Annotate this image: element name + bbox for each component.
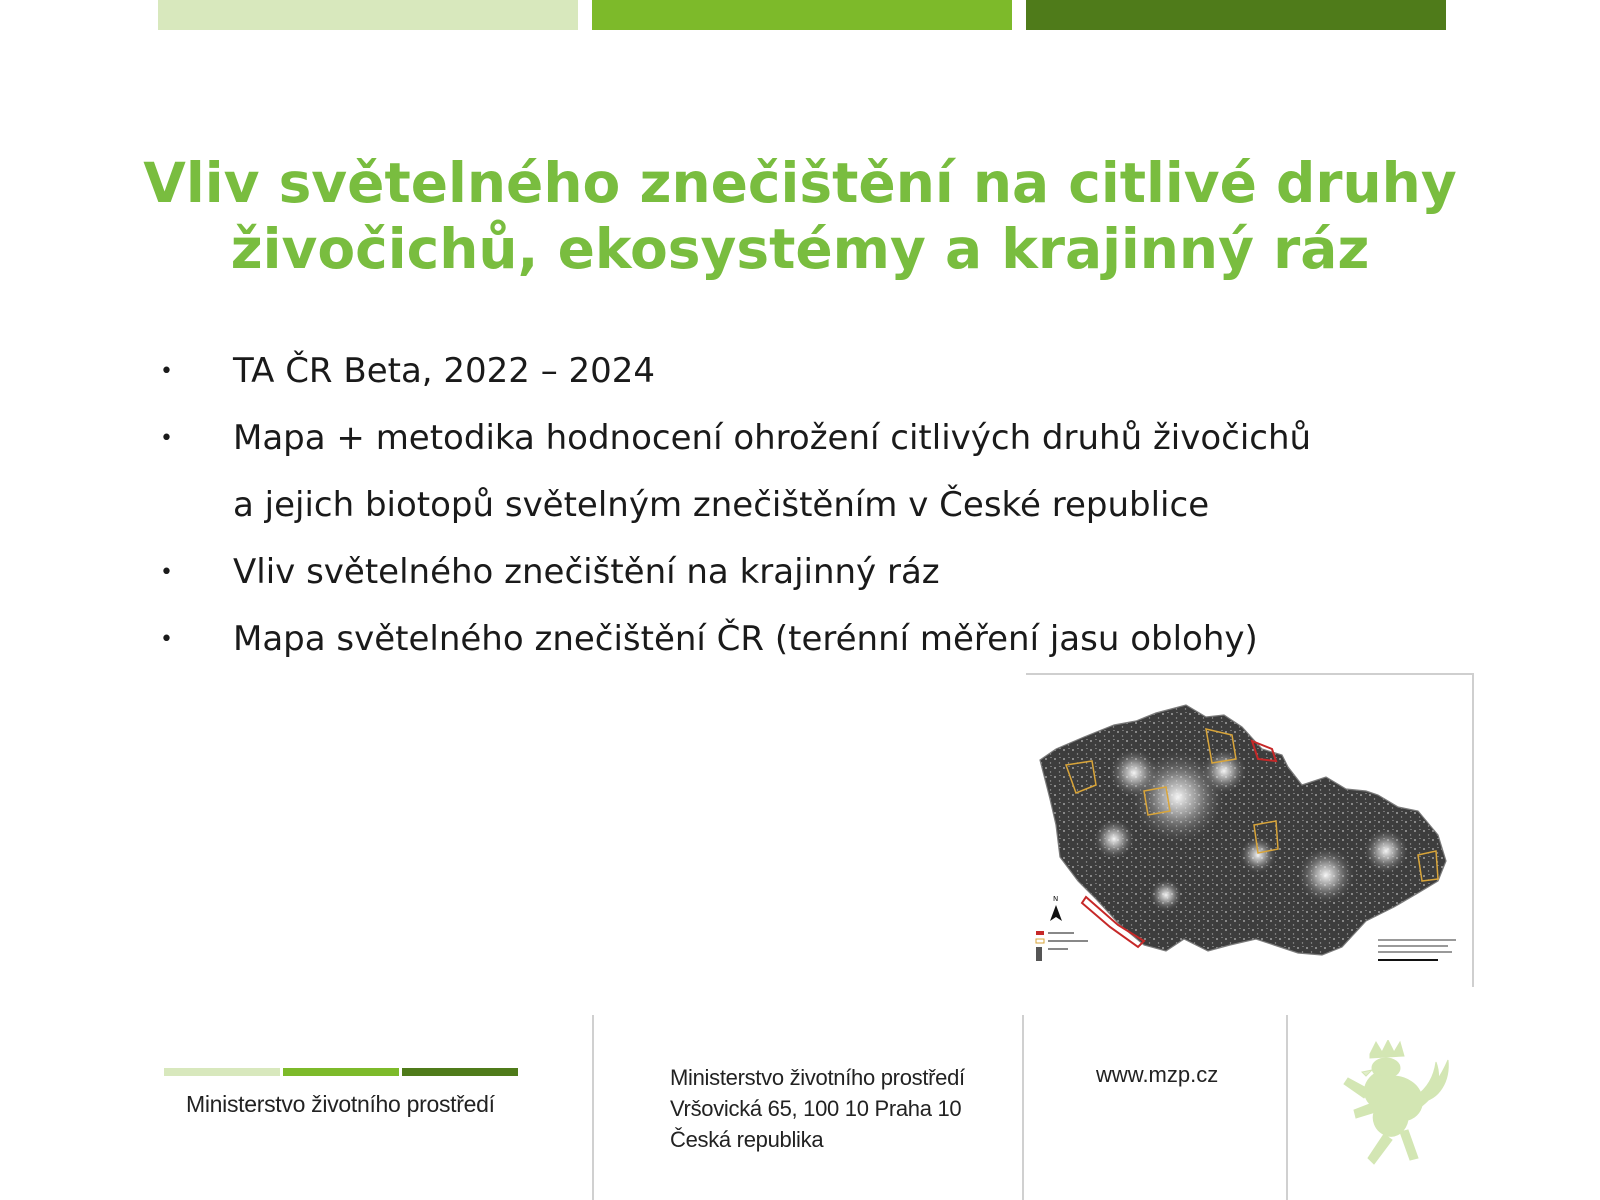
czech-map-graphic — [1026, 675, 1472, 987]
footer-logo-text: Ministerstvo životního prostředí — [186, 1091, 495, 1117]
address-line: Ministerstvo životního prostředí — [670, 1065, 965, 1090]
svg-text:N: N — [1053, 895, 1059, 903]
slide-title-line2: živočichů, ekosystémy a krajinný ráz — [230, 217, 1370, 281]
bullet-item — [0, 405, 1493, 539]
bullet-item — [0, 338, 1493, 405]
address-line: Vršovická 65, 100 10 Praha 10 — [670, 1096, 962, 1121]
footer-bar-mid — [283, 1068, 399, 1076]
bullet-text: Vliv světelného znečištění na krajinný ráz — [233, 552, 940, 592]
north-arrow-icon — [1050, 895, 1062, 921]
light-pollution-map-image — [1026, 673, 1474, 987]
bullet-dot: • — [160, 359, 173, 384]
bullet-item — [0, 606, 1493, 673]
bullet-text-continuation: a jejich biotopů světelným znečištěním v České republice — [233, 485, 1210, 525]
map-legend — [1036, 931, 1088, 961]
bullet-item — [0, 539, 1493, 606]
top-bar-mid — [592, 0, 1012, 30]
bullet-dot: • — [160, 560, 173, 585]
footer-website-link[interactable]: www.mzp.cz — [1096, 1062, 1219, 1087]
top-bar-light — [158, 0, 578, 30]
slide-title — [100, 150, 1500, 282]
czech-lion-emblem-icon — [1340, 1040, 1452, 1180]
slide-title-line1: Vliv světelného znečištění na citlivé druhy — [143, 151, 1457, 215]
footer-bar-dark — [402, 1068, 518, 1076]
bullet-dot: • — [160, 627, 173, 652]
bullet-text: TA ČR Beta, 2022 – 2024 — [233, 351, 656, 391]
top-bar-dark — [1026, 0, 1446, 30]
footer-bar-light — [164, 1068, 280, 1076]
footer-address — [670, 1062, 965, 1155]
bullet-dot: • — [160, 426, 173, 451]
bullet-text: Mapa + metodika hodnocení ohrožení citlivých druhů živočichů — [233, 418, 1312, 458]
footer-divider — [1286, 1015, 1288, 1200]
address-line: Česká republika — [670, 1127, 824, 1152]
footer-divider — [1022, 1015, 1024, 1200]
bullet-list — [0, 338, 1600, 673]
bullet-text: Mapa světelného znečištění ČR (terénní měření jasu oblohy) — [233, 619, 1258, 659]
footer-divider — [592, 1015, 594, 1200]
